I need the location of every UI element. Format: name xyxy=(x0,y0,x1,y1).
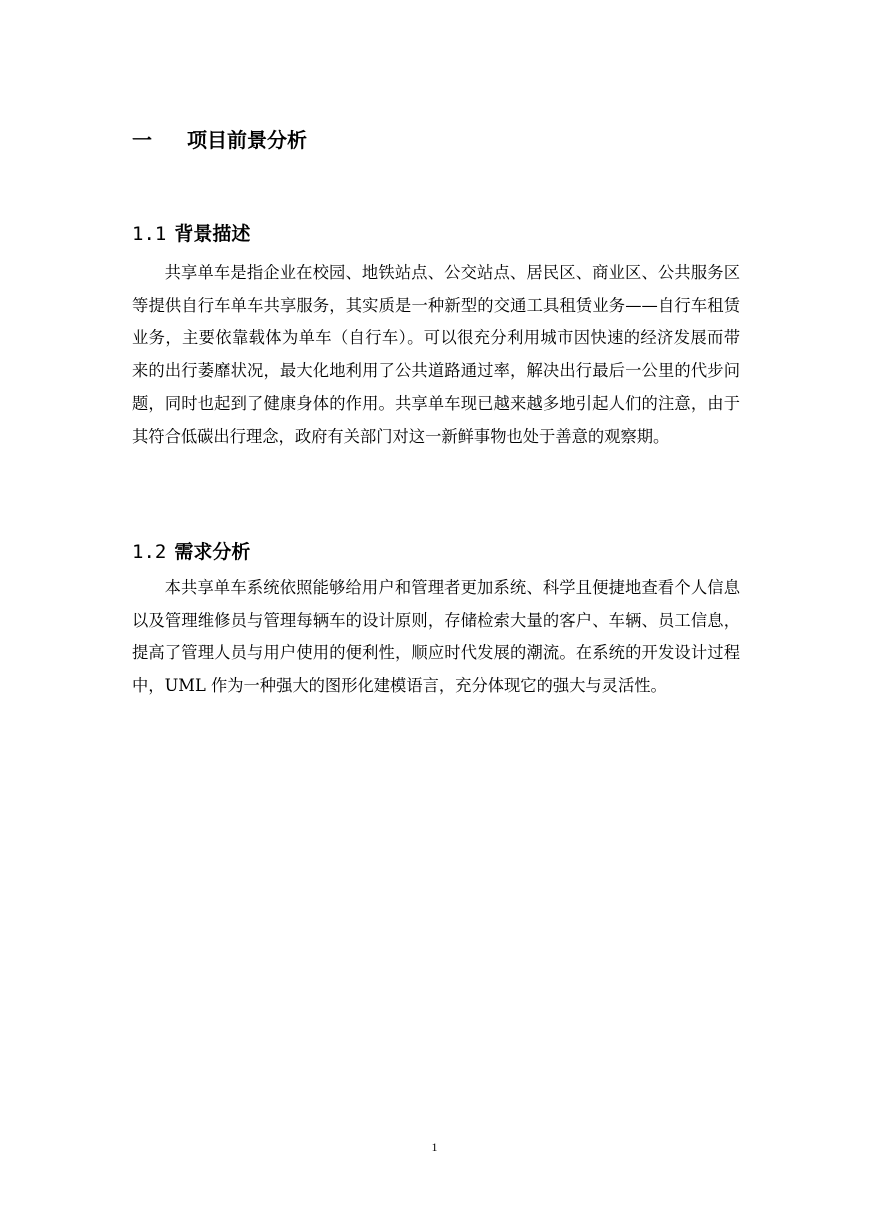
section-title: 背景描述 xyxy=(174,223,251,245)
section-heading-requirements xyxy=(132,537,250,564)
page-number: 1 xyxy=(431,1140,438,1154)
section-number: 1.1 xyxy=(132,223,167,245)
section-number: 1.2 xyxy=(132,541,167,563)
chapter-heading xyxy=(132,124,307,153)
section-heading-background xyxy=(132,219,250,246)
requirements-paragraph: 本共享单车系统依照能够给用户和管理者更加系统、科学且便捷地查看个人信息以及管理维修员与管理每辆车的设计原则，存储检索大量的客户、车辆、员工信息，提高了管理人员与用户使用的便利性，顺应时代发展的潮流。在系统的开发设计过程中，UML 作为一种强大的图形化建模语言，充分体现它的强大与灵活性。 xyxy=(132,578,740,696)
background-paragraph: 共享单车是指企业在校园、地铁站点、公交站点、居民区、商业区、公共服务区等提供自行车单车共享服务，其实质是一种新型的交通工具租赁业务——自行车租赁业务，主要依靠载体为单车（自行车）。可以很充分利用城市因快速的经济发展而带来的出行萎靡状况，最大化地利用了公共道路通过率，解决出行最后一公里的代步问题，同时也起到了健康身体的作用。共享单车现已越来越多地引起人们的注意，由于其符合低碳出行理念，政府有关部门对这一新鲜事物也处于善意的观察期。 xyxy=(132,263,740,446)
chapter-title: 项目前景分析 xyxy=(187,128,307,152)
chapter-number: 一 xyxy=(132,128,152,152)
section-title: 需求分析 xyxy=(174,541,251,563)
